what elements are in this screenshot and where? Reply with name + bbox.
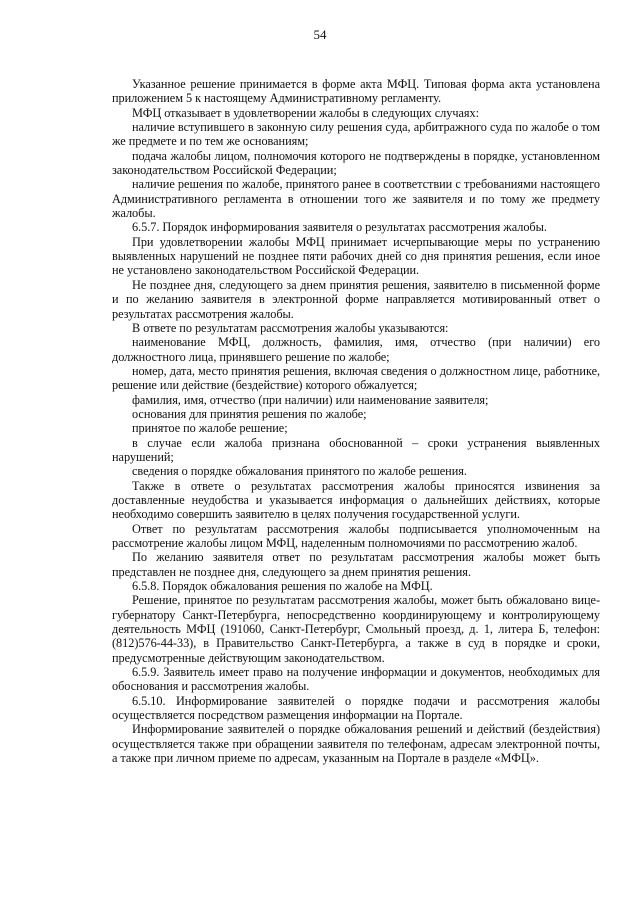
section-heading: 6.5.10. Информирование заявителей о порядке подачи и рассмотрения жалобы осуществляется посредством размещения информации на Портале.: [112, 693, 600, 723]
page-number: 54: [313, 27, 327, 42]
paragraph: Информирование заявителей о порядке обжалования решений и действий (бездействия) осуществляется также при обращении заявителя по телефонам, адресам электронной почты, а также при личном приеме по адресам, указанным на Портале в разделе «МФЦ».: [112, 722, 600, 766]
paragraph: основания для принятия решения по жалобе;: [132, 406, 367, 421]
paragraph: наличие вступившего в законную силу решения суда, арбитражного суда по жалобе о том же предмете и по тем же основаниям;: [112, 120, 600, 149]
paragraph: подача жалобы лицом, полномочия которого не подтверждены в порядке, установленном законодательством Российской Федерации;: [112, 148, 600, 178]
paragraph: Указанное решение принимается в форме акта МФЦ. Типовая форма акта установлена приложением 5 к настоящему Административному регламенту.: [112, 77, 600, 106]
paragraph: Решение, принятое по результатам рассмотрения жалобы, может быть обжаловано вице-губернатору Санкт-Петербурга, непосредственно координирующему и контролирующему деятельность МФЦ (191060, Санкт-Петербург, Смольный проезд, д. 1, литера Б, телефон: (812)576-44-33), в Правительство Санкт-Петербурга, а также в суд в порядке и сроки, предусмотренные действующим законодательством.: [112, 593, 600, 665]
section-heading: 6.5.7. Порядок информирования заявителя о результатах рассмотрения жалобы.: [132, 220, 547, 235]
paragraph: По желанию заявителя ответ по результатам рассмотрения жалобы может быть представлен не позднее дня, следующего за днем принятия решения.: [112, 550, 600, 579]
paragraph: Ответ по результатам рассмотрения жалобы подписывается уполномоченным на рассмотрение жалобы лицом МФЦ, наделенным полномочиями по рассмотрению жалоб.: [112, 521, 600, 550]
paragraph: наличие решения по жалобе, принятого ранее в соответствии с требованиями настоящего Административного регламента в отношении того же заявителя и по тому же предмету жалобы.: [112, 177, 600, 221]
paragraph: сведения о порядке обжалования принятого по жалобе решения.: [132, 464, 467, 479]
section-heading: 6.5.8. Порядок обжалования решения по жалобе на МФЦ.: [132, 579, 433, 594]
paragraph: В ответе по результатам рассмотрения жалобы указываются:: [132, 320, 449, 335]
paragraph: номер, дата, место принятия решения, включая сведения о должностном лице, работнике, решение или действие (бездействие) которого обжалуется;: [112, 363, 600, 393]
section-heading: 6.5.9. Заявитель имеет право на получение информации и документов, необходимых для обоснования и рассмотрения жалобы.: [112, 665, 600, 694]
paragraph: принятое по жалобе решение;: [132, 421, 288, 436]
paragraph: фамилия, имя, отчество (при наличии) или наименование заявителя;: [132, 392, 489, 407]
paragraph: в случае если жалоба признана обоснованной – сроки устранения выявленных нарушений;: [112, 435, 600, 464]
paragraph: наименование МФЦ, должность, фамилия, имя, отчество (при наличии) его должностного лица, принявшего решение по жалобе;: [112, 335, 600, 364]
paragraph: МФЦ отказывает в удовлетворении жалобы в следующих случаях:: [132, 105, 479, 120]
paragraph: При удовлетворении жалобы МФЦ принимает исчерпывающие меры по устранению выявленных нарушений не позднее пяти рабочих дней со дня принятия решения, если иное не установлено законодательством Российской Федерации.: [112, 234, 600, 278]
document-body: [112, 77, 600, 766]
paragraph: Также в ответе о результатах рассмотрения жалобы приносятся извинения за доставленные неудобства и указывается информация о дальнейших действиях, которые необходимо совершить заявителю в целях получения государственной услуги.: [112, 478, 600, 522]
paragraph: Не позднее дня, следующего за днем принятия решения, заявителю в письменной форме и по желанию заявителя в электронной форме направляется мотивированный ответ о результатах рассмотрения жалобы.: [112, 277, 600, 321]
